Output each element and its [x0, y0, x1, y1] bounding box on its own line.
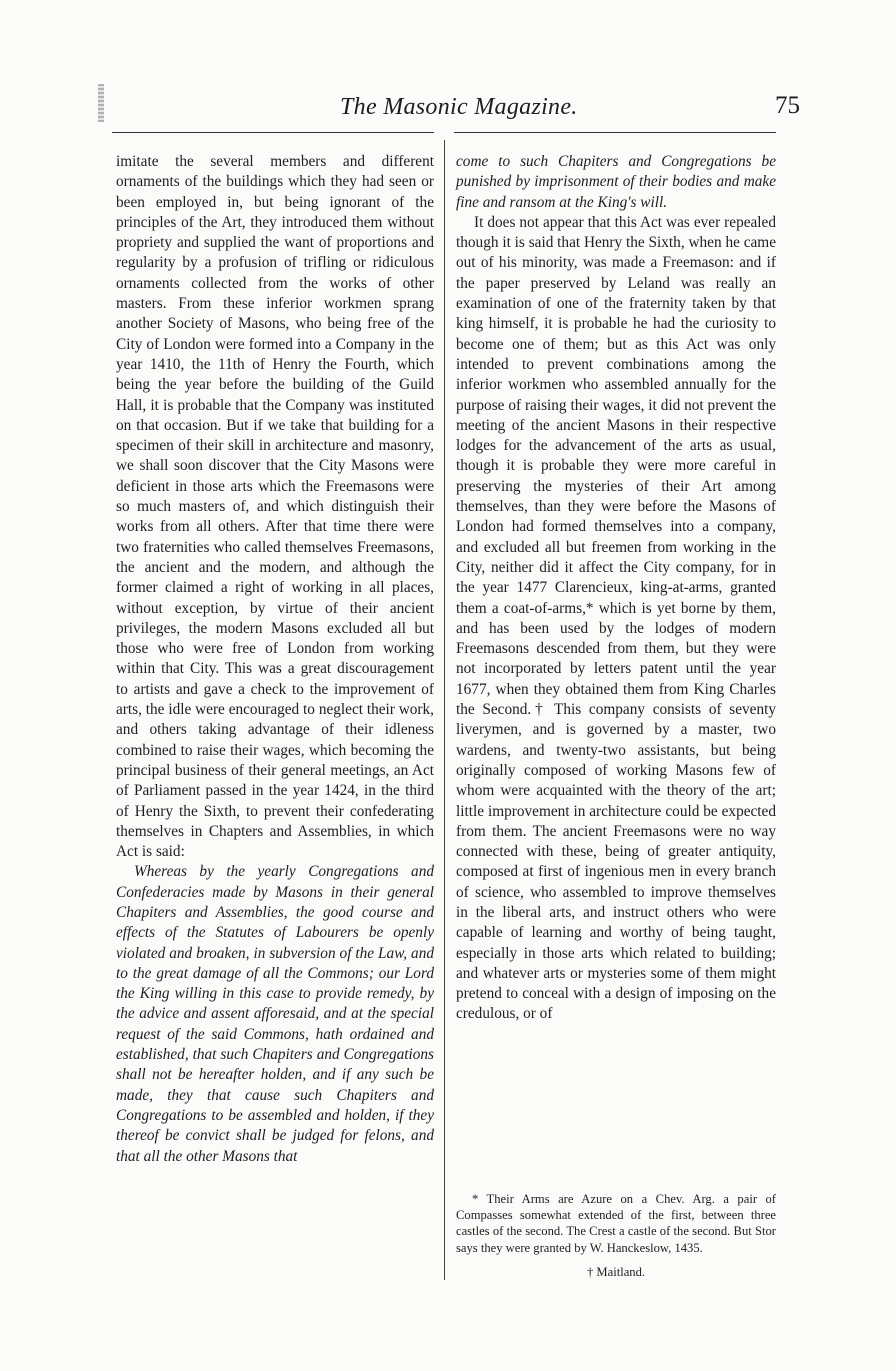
page-edge-mark — [98, 84, 104, 122]
header-rule-right — [454, 132, 776, 133]
right-column — [456, 152, 776, 1025]
page-number: 75 — [775, 92, 800, 119]
statute-quote: Whereas by the yearly Congregations and Confederacies made by Masons in their general Chapiters and Assemblies, the good course and effects of the Statutes of Labourers be openly violated and broaken, in subversion of the Law, and to the great damage of all the Commons; our Lord the King willing in this case to provide remedy, by the advice and assent afforesaid, and at the special request of the said Commons, hath ordained and established, that such Chapiters and Congregations shall not be hereafter holden, and if any such be made, they that cause such Chapiters and Congregations to be assembled and holden, if they thereof be convict shall be judged for felons, and that all the other Masons that — [116, 863, 434, 1165]
running-title: The Masonic Magazine. — [340, 94, 578, 120]
footnote-maitland: † Maitland. — [586, 1264, 646, 1279]
header-rule-left — [112, 132, 434, 133]
statute-quote-continued: come to such Chapiters and Congregations be punished by imprisonment of their bodies and make fine and ransom at the King's will. — [456, 153, 776, 211]
left-paragraph-1: imitate the several members and different ornaments of the buildings which they had seen or been employed in, but being ignorant of the principles of the Art, they introduced them without propriety and supplied the want of proportions and regularity by a profusion of trifling or ridiculous ornaments collected from the works of other masters. From these inferior workmen sprang another Society of Masons, who being free of the City of London were formed into a Company in the year 1410, the 11th of Henry the Fourth, which being the year before the building of the Guild Hall, it is probable that the Company was instituted on that occasion. But if we take that building for a specimen of their skill in architecture and masonry, we shall soon discover that the City Masons were deficient in those arts which the Freemasons were so much masters of, and which distinguish their works from all others. After that time there were two fraternities who called themselves Freemasons, the ancient and the modern, and although the former claimed a right of working in all places, without exception, by virtue of their ancient privileges, the modern Masons excluded all but those who were free of London from working within that City. This was a great discouragement to artists and gave a check to the improvement of arts, the idle were encouraged to neglect their work, and others taking advantage of their idleness combined to raise their wages, which becoming the principal business of their general meetings, an Act of Parliament passed in the year 1424, in the third of Henry the Sixth, to prevent their confederating themselves in Chapters and Assemblies, in which Act is said: — [116, 153, 434, 861]
right-paragraph-2: It does not appear that this Act was ever repealed though it is said that Henry the Sixth, when he came out of his minority, was made a Freemason: and if the paper preserved by Leland was really an examination of one of the fraternity taken by that king himself, it is probable he had the curiosity to become one of them; but as this Act was only intended to prevent combinations among the inferior workmen who assembled annually for the purpose of raising their wages, it did not prevent the meeting of the ancient Masons in their respective lodges for the advancement of the arts as usual, though it is probable they were more careful in preserving the mysteries of their Art among themselves, than they were before the Masons of London had formed themselves into a company, and excluded all but freemen from working in the City, neither did it affect the City company, for in the year 1477 Clarencieux, king-at-arms, granted them a coat-of-arms,* which is yet borne by them, and has been used by the lodges of modern Freemasons descended from them, but they were not incorporated by letters patent until the year 1677, when they obtained them from King Charles the Second.† This company consists of seventy liverymen, and is governed by a master, two wardens, and twenty-two assistants, but being originally composed of working Masons few of whom were acquainted with the theory of the art; little improvement in architecture could be expected from them. The ancient Freemasons were no way connected with these, being of greater antiquity, composed at first of ingenious men in every branch of science, who assembled to improve themselves in the liberal arts, and instruct others who were capable of learning and worthy of being taught, especially in those arts which related to building; and whatever arts or mysteries some of them might pretend to conceal with a design of imposing on the credulous, or of — [456, 213, 776, 1023]
running-header — [110, 88, 800, 128]
left-column — [116, 152, 434, 1167]
footnote-arms: * Their Arms are Azure on a Chev. Arg. a pair of Compasses somewhat extended of the first, between three castles of the second. The Crest a castle of the second. But Stor says they were granted by W. Hanckeslow, 1435. — [456, 1192, 776, 1255]
footnotes — [456, 1191, 776, 1280]
column-divider — [444, 140, 445, 1280]
